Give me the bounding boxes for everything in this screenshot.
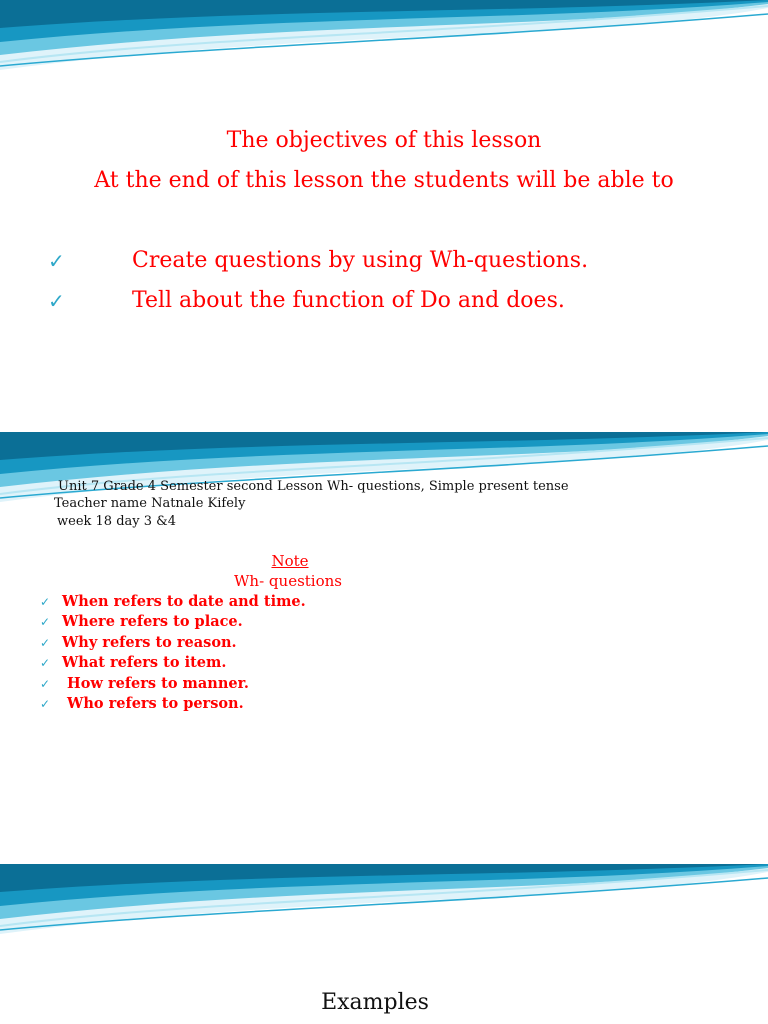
wh-item-text: How refers to manner. bbox=[62, 675, 249, 692]
lesson-meta-line: Unit 7 Grade 4 Semester second Lesson Wh- questions, Simple present tense bbox=[58, 479, 569, 494]
wh-item bbox=[40, 613, 243, 630]
wh-item bbox=[40, 695, 244, 712]
check-icon: ✓ bbox=[48, 288, 65, 313]
check-icon: ✓ bbox=[40, 635, 51, 650]
wh-item-text: What refers to item. bbox=[62, 654, 227, 671]
wh-item-text: Who refers to person. bbox=[62, 695, 244, 712]
lesson-objectives-subtitle: At the end of this lesson the students will be able to bbox=[94, 168, 674, 193]
objective-item bbox=[48, 288, 565, 313]
wh-item-text: Where refers to place. bbox=[62, 613, 243, 630]
check-icon: ✓ bbox=[40, 676, 51, 691]
wh-item bbox=[40, 654, 226, 671]
slide-1 bbox=[0, 0, 768, 432]
week-day-line: week 18 day 3 &4 bbox=[57, 514, 176, 529]
wh-questions-heading: Wh- questions bbox=[234, 572, 342, 590]
objective-text: Tell about the function of Do and does. bbox=[132, 288, 565, 313]
wh-item-text: When refers to date and time. bbox=[62, 593, 306, 610]
check-icon: ✓ bbox=[48, 248, 65, 273]
wh-item-text: Why refers to reason. bbox=[62, 634, 237, 651]
wh-item bbox=[40, 593, 306, 610]
wh-item bbox=[40, 675, 249, 692]
objective-text: Create questions by using Wh-questions. bbox=[132, 248, 589, 273]
check-icon: ✓ bbox=[40, 614, 51, 629]
note-label: Note bbox=[271, 552, 309, 570]
check-icon: ✓ bbox=[40, 655, 51, 670]
wave-header-decoration bbox=[0, 864, 768, 944]
objective-item bbox=[48, 248, 588, 273]
check-icon: ✓ bbox=[40, 594, 51, 609]
check-icon: ✓ bbox=[40, 696, 51, 711]
wh-item bbox=[40, 634, 237, 651]
teacher-name-line: Teacher name Natnale Kifely bbox=[54, 496, 246, 511]
lesson-objectives-title: The objectives of this lesson bbox=[226, 128, 542, 153]
wave-header-decoration bbox=[0, 0, 768, 80]
examples-title: Examples bbox=[321, 990, 429, 1015]
